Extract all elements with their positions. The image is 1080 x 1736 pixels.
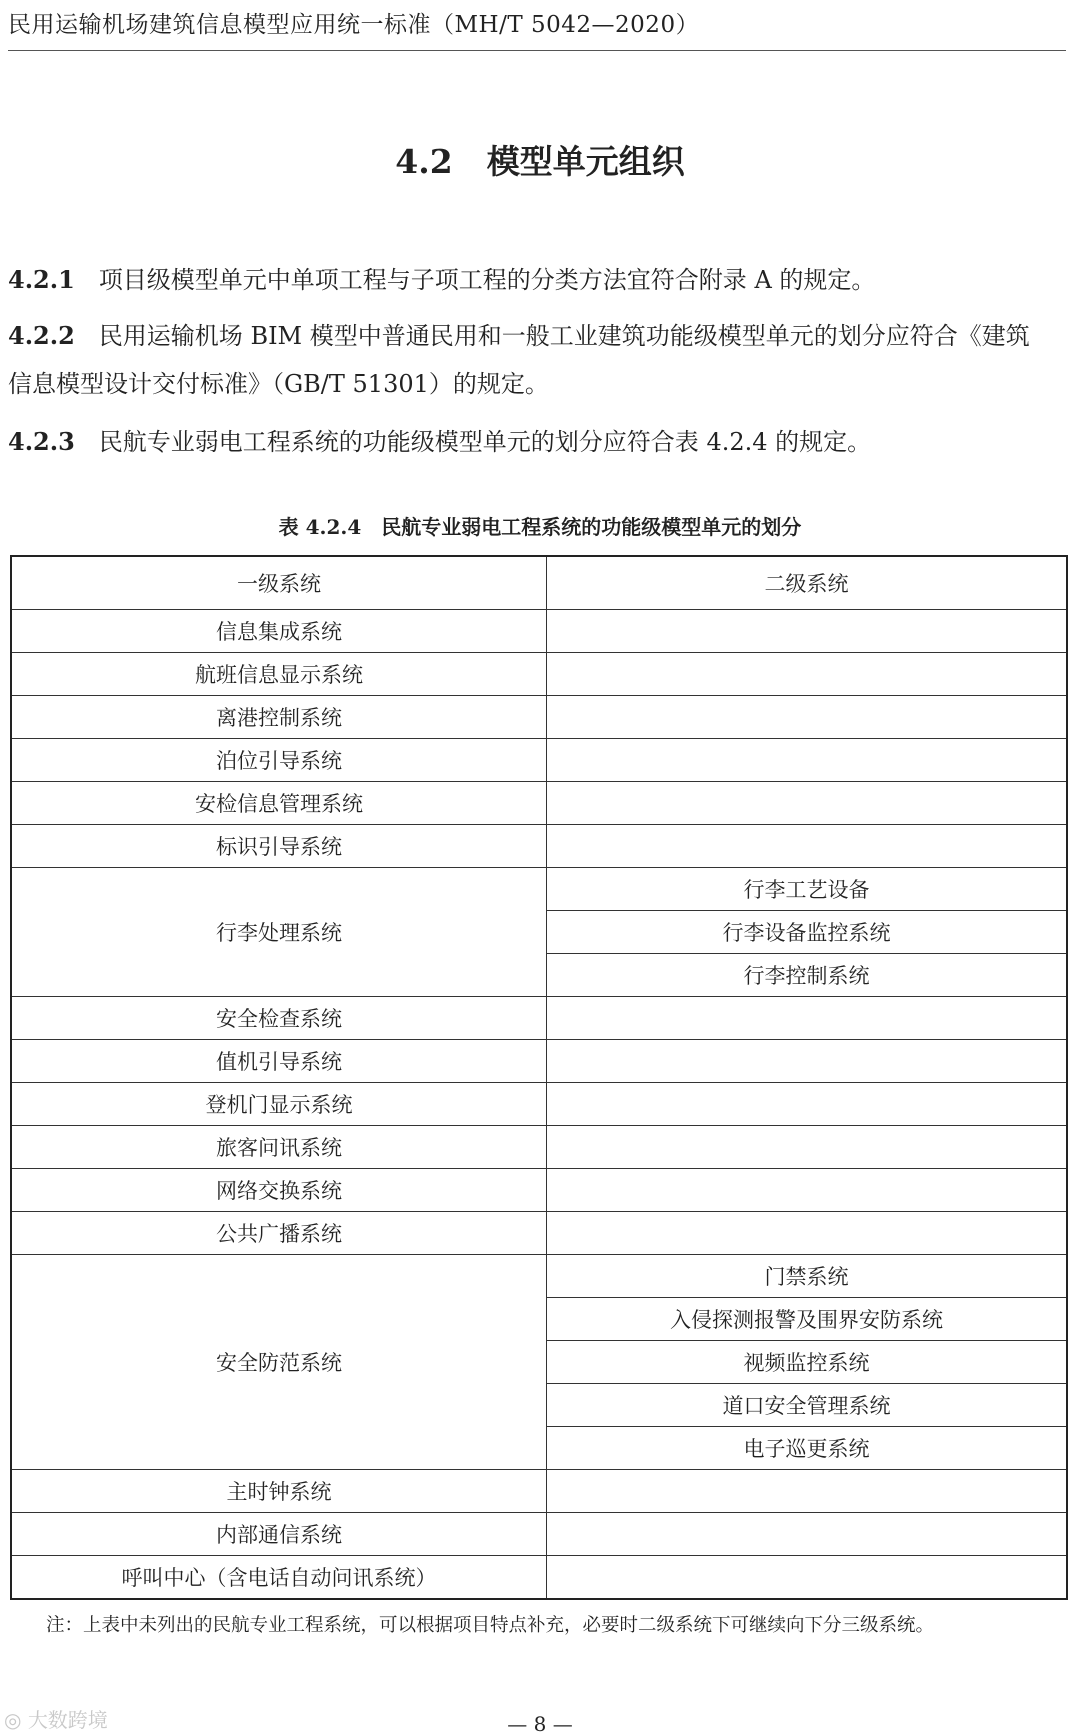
table-row <box>11 1040 1067 1083</box>
cell-level2: 行李控制系统 <box>547 954 1068 997</box>
table-body <box>11 610 1067 1600</box>
header-level1: 一级系统 <box>11 556 547 610</box>
clause-4-2-2-continued <box>8 362 1070 406</box>
watermark-text: 大数跨境 <box>27 1708 108 1732</box>
cell-level1: 离港控制系统 <box>11 696 547 739</box>
cell-level1: 旅客问讯系统 <box>11 1126 547 1169</box>
cell-level2: 行李设备监控系统 <box>547 911 1068 954</box>
table-row <box>11 1083 1067 1126</box>
clause-4-2-3 <box>8 420 1070 464</box>
cell-level2 <box>547 696 1068 739</box>
table-row <box>11 1255 1067 1298</box>
clause-4-2-1 <box>8 258 1070 302</box>
table-row <box>11 610 1067 653</box>
watermark <box>4 1708 108 1732</box>
cell-level1: 公共广播系统 <box>11 1212 547 1255</box>
table-row <box>11 1126 1067 1169</box>
table-row <box>11 1513 1067 1556</box>
running-head: 民用运输机场建筑信息模型应用统一标准（MH/T 5042—2020） <box>8 10 1066 51</box>
systems-table <box>10 555 1068 1600</box>
table-header-row <box>11 556 1067 610</box>
section-number: 4.2 <box>395 142 453 181</box>
cell-level1: 行李处理系统 <box>11 868 547 997</box>
cell-level2 <box>547 1169 1068 1212</box>
cell-level1: 安检信息管理系统 <box>11 782 547 825</box>
cell-level1: 网络交换系统 <box>11 1169 547 1212</box>
table-row <box>11 782 1067 825</box>
cell-level2 <box>547 1126 1068 1169</box>
cell-level2 <box>547 610 1068 653</box>
cell-level2 <box>547 825 1068 868</box>
table-row <box>11 739 1067 782</box>
cell-level1: 航班信息显示系统 <box>11 653 547 696</box>
cell-level2 <box>547 1083 1068 1126</box>
clause-text-line2: 信息模型设计交付标准》（GB/T 51301）的规定。 <box>8 370 549 398</box>
cell-level1: 呼叫中心（含电话自动问讯系统） <box>11 1556 547 1600</box>
cell-level2: 行李工艺设备 <box>547 868 1068 911</box>
cell-level1: 内部通信系统 <box>11 1513 547 1556</box>
cell-level2 <box>547 1470 1068 1513</box>
clause-text-line1: 民用运输机场 BIM 模型中普通民用和一般工业建筑功能级模型单元的划分应符合《建筑 <box>98 322 1030 350</box>
table-caption-text: 民航专业弱电工程系统的功能级模型单元的划分 <box>381 515 802 539</box>
watermark-logo-icon: ◎ <box>4 1708 22 1732</box>
cell-level2 <box>547 653 1068 696</box>
table-row <box>11 1212 1067 1255</box>
cell-level2: 视频监控系统 <box>547 1341 1068 1384</box>
cell-level2 <box>547 1040 1068 1083</box>
cell-level1: 信息集成系统 <box>11 610 547 653</box>
table-row <box>11 1169 1067 1212</box>
cell-level2 <box>547 997 1068 1040</box>
table-row <box>11 825 1067 868</box>
cell-level1: 值机引导系统 <box>11 1040 547 1083</box>
cell-level2 <box>547 1513 1068 1556</box>
cell-level2 <box>547 1212 1068 1255</box>
clause-number: 4.2.1 <box>8 265 75 294</box>
clause-4-2-2 <box>8 314 1070 358</box>
table-row <box>11 868 1067 911</box>
cell-level1: 泊位引导系统 <box>11 739 547 782</box>
table-note: 注：上表中未列出的民航专业工程系统，可以根据项目特点补充，必要时二级系统下可继续向下分三级系统。 <box>46 1615 935 1636</box>
section-title-text: 模型单元组织 <box>486 142 685 181</box>
cell-level2: 电子巡更系统 <box>547 1427 1068 1470</box>
cell-level2 <box>547 782 1068 825</box>
cell-level2: 门禁系统 <box>547 1255 1068 1298</box>
cell-level1: 标识引导系统 <box>11 825 547 868</box>
cell-level1: 安全防范系统 <box>11 1255 547 1470</box>
table-row <box>11 1556 1067 1600</box>
header-level2: 二级系统 <box>547 556 1068 610</box>
table-row <box>11 696 1067 739</box>
section-title <box>0 140 1080 184</box>
clause-number: 4.2.3 <box>8 427 75 456</box>
table-label: 表 4.2.4 <box>278 515 362 539</box>
cell-level1: 主时钟系统 <box>11 1470 547 1513</box>
table-row <box>11 1470 1067 1513</box>
cell-level2: 道口安全管理系统 <box>547 1384 1068 1427</box>
page-number: — 8 — <box>507 1712 573 1736</box>
cell-level1: 安全检查系统 <box>11 997 547 1040</box>
table-caption <box>0 512 1080 542</box>
cell-level2 <box>547 1556 1068 1600</box>
clause-text: 民航专业弱电工程系统的功能级模型单元的划分应符合表 4.2.4 的规定。 <box>98 428 872 456</box>
cell-level2 <box>547 739 1068 782</box>
clause-number: 4.2.2 <box>8 321 75 350</box>
table-row <box>11 997 1067 1040</box>
clause-text: 项目级模型单元中单项工程与子项工程的分类方法宜符合附录 A 的规定。 <box>98 266 876 294</box>
cell-level2: 入侵探测报警及围界安防系统 <box>547 1298 1068 1341</box>
table-row <box>11 653 1067 696</box>
cell-level1: 登机门显示系统 <box>11 1083 547 1126</box>
